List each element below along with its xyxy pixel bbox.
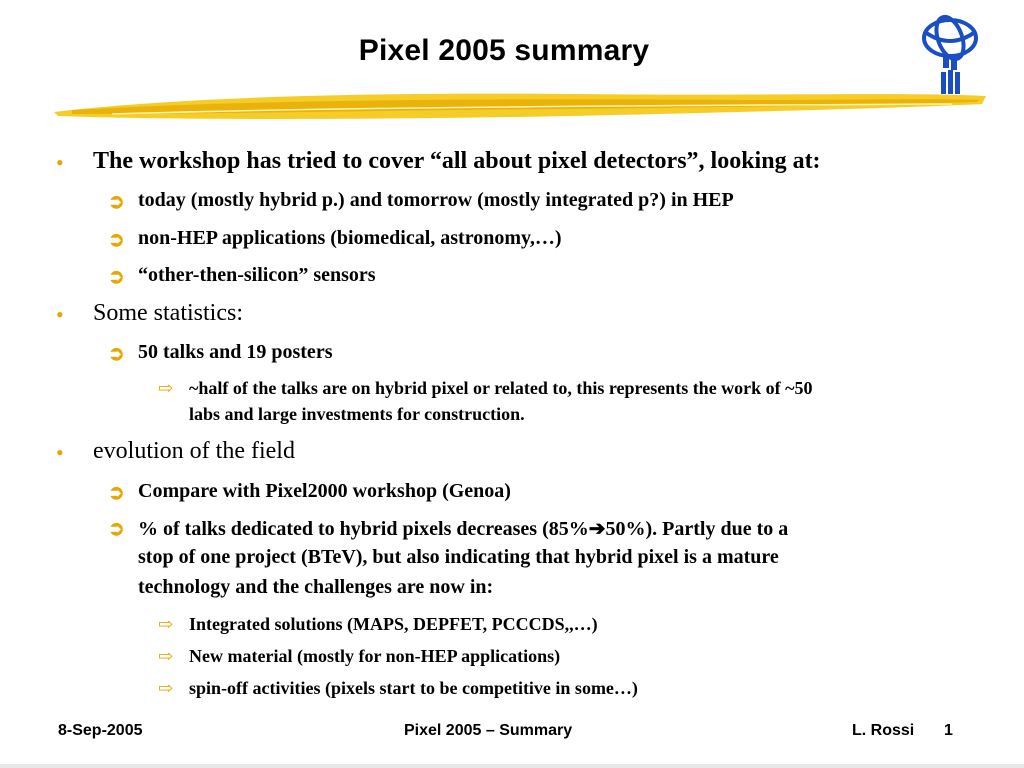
- bullet-text: Integrated solutions (MAPS, DEPFET, PCCCDS,,…): [189, 614, 598, 634]
- footer-divider: [0, 764, 1024, 768]
- bullet-text: Compare with Pixel2000 workshop (Genoa): [138, 480, 511, 502]
- bullet-text: non-HEP applications (biomedical, astronomy,…): [138, 227, 562, 249]
- right-arrow-icon: ➔: [588, 518, 606, 540]
- footer-date: 8-Sep-2005: [58, 722, 143, 739]
- text-pre: % of talks dedicated to hybrid pixels decreases (85%: [138, 518, 589, 540]
- arrow-bullet-icon: ➲: [108, 518, 125, 540]
- bullet-text: today (mostly hybrid p.) and tomorrow (mostly integrated p?) in HEP: [138, 189, 734, 211]
- footer-author: L. Rossi: [852, 722, 915, 739]
- arrow-bullet-icon: ➲: [108, 343, 125, 365]
- bullet-text: 50 talks and 19 posters: [138, 341, 333, 363]
- bullet-text: “other-then-silicon” sensors: [138, 264, 376, 286]
- bullet-text-line3: technology and the challenges are now in:: [138, 576, 494, 598]
- bullet-text-line1: ~half of the talks are on hybrid pixel or related to, this represents the work of ~50: [189, 378, 813, 398]
- bullet-text-line2: stop of one project (BTeV), but also indicating that hybrid pixel is a mature: [138, 546, 779, 568]
- arrow-bullet-icon: ➲: [108, 191, 125, 213]
- bullet-text-line2: labs and large investments for construction.: [189, 404, 525, 424]
- bullet-text: spin-off activities (pixels start to be competitive in some…): [189, 678, 638, 698]
- bullet-dot-icon: •: [56, 302, 64, 327]
- text-post: 50%). Partly due to a: [605, 518, 789, 540]
- bullet-text: evolution of the field: [93, 438, 295, 464]
- hollow-arrow-icon: ⇨: [158, 378, 174, 398]
- hollow-arrow-icon: ⇨: [158, 678, 174, 698]
- hollow-arrow-icon: ⇨: [158, 614, 174, 634]
- bullet-text-line1: [138, 516, 788, 541]
- bullet-text: New material (mostly for non-HEP applications): [189, 646, 561, 666]
- arrow-bullet-icon: ➲: [108, 229, 125, 251]
- arrow-bullet-icon: ➲: [108, 266, 125, 288]
- bullet-text: Some statistics:: [93, 300, 243, 326]
- arrow-bullet-icon: ➲: [108, 482, 125, 504]
- bullet-dot-icon: •: [56, 440, 64, 465]
- footer-page-number: 1: [944, 722, 953, 739]
- slide-title: Pixel 2005 summary: [358, 34, 650, 67]
- bullet-dot-icon: •: [56, 150, 64, 175]
- footer-title: Pixel 2005 – Summary: [404, 722, 573, 739]
- hollow-arrow-icon: ⇨: [158, 646, 174, 666]
- bullet-text: The workshop has tried to cover “all about pixel detectors”, looking at:: [93, 148, 821, 174]
